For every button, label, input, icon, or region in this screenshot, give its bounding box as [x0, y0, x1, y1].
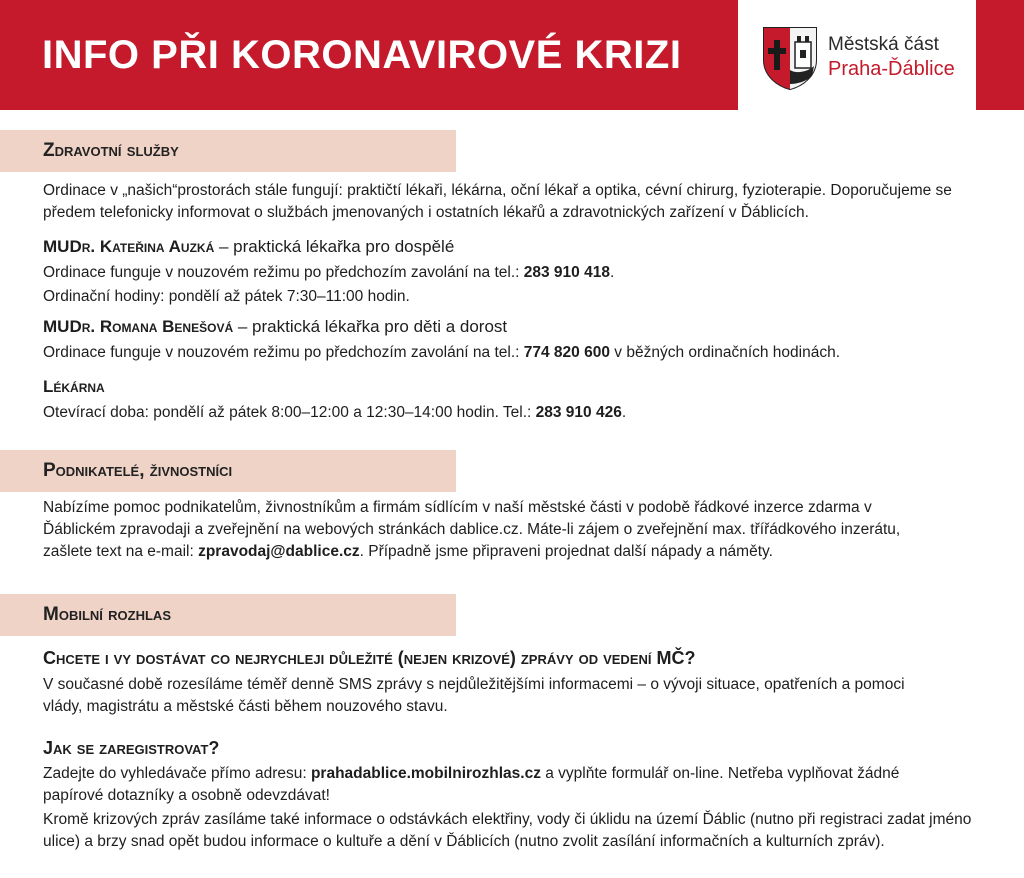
- radio-more-info: Kromě krizových zpráv zasíláme také informace o odstávkách elektřiny, vody či úklidu na území Ďáblic (nutno při registraci zadat jméno ulice) a brzy snad opět budou informace o kultuře a dění v Ďáblicích (nutno zvolit zasílání informačních a kulturních zpráv).: [43, 811, 972, 850]
- radio-question-2: Jak se zaregistrovat?: [43, 738, 220, 758]
- doctor1-role: – praktická lékařka pro dospělé: [214, 237, 455, 256]
- radio-register-url[interactable]: prahadablice.mobilnirozhlas.cz: [310, 765, 541, 782]
- doctor1-name: MUDr. Kateřina Auzká: [43, 237, 215, 256]
- doctor1-line1: [43, 262, 988, 284]
- doctor2-line1: [43, 342, 988, 364]
- doctor1-phone: 283 910 418: [523, 264, 610, 281]
- doctor1-heading: [43, 236, 454, 258]
- doctor2-name: MUDr. Romana Benešová: [43, 317, 234, 336]
- doctor2-heading: [43, 316, 507, 338]
- radio-register-text-end: a vyplňte formulář on-line. Netřeba vyplňovat žádné papírové dotazníky a osobně odevzdávat!: [43, 765, 900, 804]
- business-text: [43, 497, 943, 563]
- section-heading-radio-label: Mobilní rozhlas: [43, 604, 171, 625]
- pharmacy-heading: [43, 376, 105, 398]
- doctor2-line1-text: Ordinace funguje v nouzovém režimu po předchozím zavolání na tel.:: [43, 344, 524, 361]
- radio-question-1: Chcete i vy dostávat co nejrychleji důležité (nejen krizové) zprávy od vedení MČ?: [43, 648, 696, 668]
- radio-question-1-text: V současné době rozesíláme téměř denně SMS zprávy s nejdůležitějšími informacemi – o vývoji situace, opatřeních a pomoci vlády, magistrátu a městské části během nouzového stavu.: [43, 676, 905, 715]
- pharmacy-hours: [43, 402, 988, 424]
- header-banner: [0, 0, 1024, 110]
- logo-text-line1: Městská část: [828, 34, 939, 55]
- pharmacy-phone: 283 910 426: [535, 404, 622, 421]
- health-intro: Ordinace v „našich“prostorách stále fungují: praktičtí lékaři, lékárna, oční lékař a optika, cévní chirurg, fyzioterapie. Doporučujeme se předem telefonicky informovat o službách jmenovaných i ostatních lékařů a zdravotnických zařízení v Ďáblicích.: [43, 182, 952, 221]
- logo-text-line2: Praha-Ďáblice: [828, 58, 955, 80]
- doctor1-line1-text: Ordinace funguje v nouzovém režimu po předchozím zavolání na tel.:: [43, 264, 524, 281]
- doctor1-hours: Ordinační hodiny: pondělí až pátek 7:30–11:00 hodin.: [43, 288, 410, 305]
- section-heading-radio: [0, 594, 456, 636]
- section-heading-health: [0, 130, 456, 172]
- doctor2-role: – praktická lékařka pro děti a dorost: [233, 317, 508, 336]
- page-title: INFO PŘI KORONAVIROVÉ KRIZI: [42, 33, 682, 77]
- section-heading-business: [0, 450, 456, 492]
- business-email[interactable]: zpravodaj@dablice.cz: [198, 543, 360, 560]
- section-heading-health-label: Zdravotní služby: [43, 140, 179, 161]
- business-text-end: . Případně jsme připraveni projednat další nápady a náměty.: [359, 543, 773, 560]
- doctor1-line1-end: .: [609, 264, 615, 281]
- pharmacy-name: Lékárna: [43, 377, 105, 396]
- doctor2-phone: 774 820 600: [523, 344, 610, 361]
- pharmacy-hours-text: Otevírací doba: pondělí až pátek 8:00–12:00 a 12:30–14:00 hodin. Tel.:: [43, 404, 536, 421]
- section-heading-business-label: Podnikatelé, živnostníci: [43, 460, 233, 481]
- radio-register-text: Zadejte do vyhledávače přímo adresu:: [43, 765, 311, 782]
- doctor2-line1-end: v běžných ordinačních hodinách.: [609, 344, 841, 361]
- logo: [738, 0, 976, 110]
- radio-question-2-text: [43, 763, 963, 807]
- coat-of-arms-icon: [762, 26, 818, 90]
- business-text-body: Nabízíme pomoc podnikatelům, živnostníkům a firmám sídlícím v naší městské části v podobě řádkové inzerce zdarma v Ďáblickém zpravodaji a zveřejnění na webových stránkách dablice.cz. Máte-li zájem o zveřejnění max. třířádkového inzerátu, zašlete text na e-mail:: [43, 499, 901, 560]
- pharmacy-hours-end: .: [621, 404, 627, 421]
